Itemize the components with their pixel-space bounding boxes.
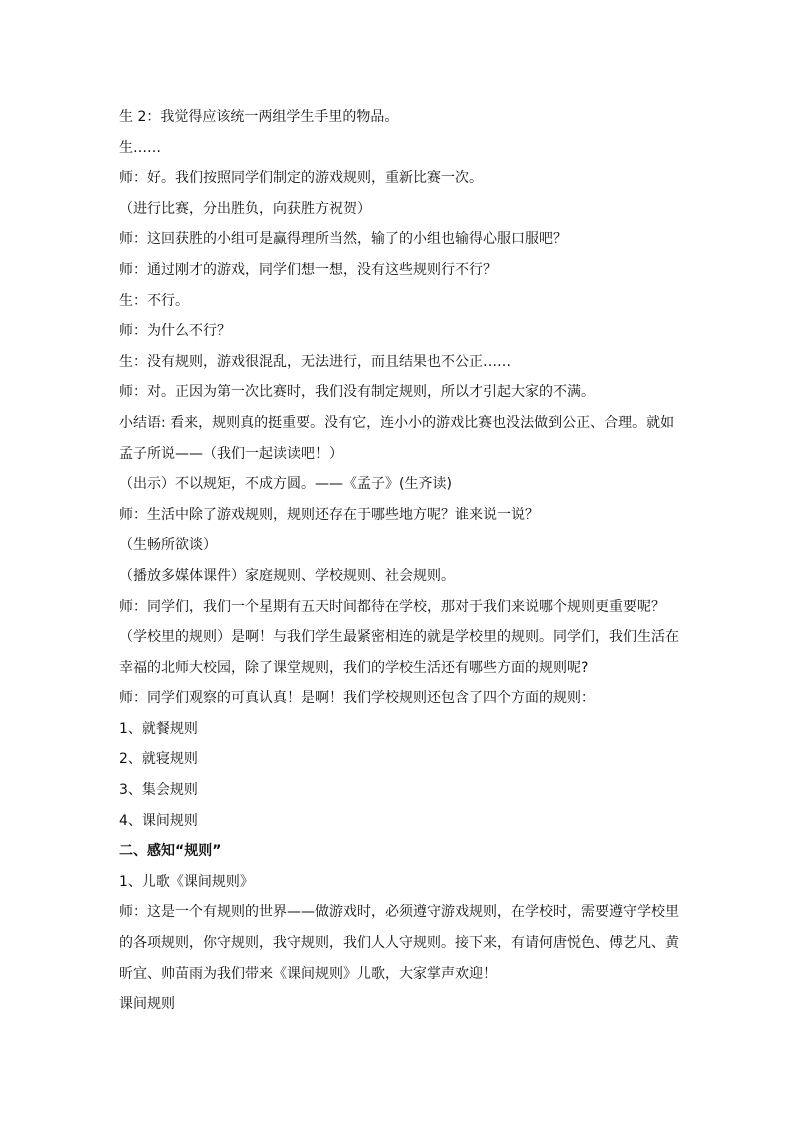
paragraph-line: 师：这回获胜的小组可是赢得理所当然，输了的小组也输得心服口服吧？ xyxy=(119,231,567,248)
paragraph-line: 师：通过刚才的游戏，同学们想一想，没有这些规则行不行？ xyxy=(119,261,497,278)
list-item: 4、课间规则 xyxy=(119,812,198,829)
paragraph-line: 孟子所说——（我们一起读读吧！） xyxy=(119,445,343,462)
song-title: 课间规则 xyxy=(119,996,175,1013)
paragraph-line: 师：同学们观察的可真认真！是啊！我们学校规则还包含了四个方面的规则： xyxy=(119,690,595,707)
paragraph-line: 师：这是一个有规则的世界——做游戏时，必须遵守游戏规则，在学校时，需要遵守学校里 xyxy=(119,904,679,921)
paragraph-line: 师：为什么不行？ xyxy=(119,323,231,340)
paragraph-line: 生…… xyxy=(119,139,161,156)
paragraph-line: 生：没有规则，游戏很混乱，无法进行，而且结果也不公正…… xyxy=(119,353,511,370)
paragraph-line: 生：不行。 xyxy=(119,292,189,309)
subsection-heading: 1、儿歌《课间规则》 xyxy=(119,873,254,890)
paragraph-line: 小结语: 看来，规则真的挺重要。没有它，连小小的游戏比赛也没法做到公正、合理。就如 xyxy=(119,414,675,431)
paragraph-line: 师：对。正因为第一次比赛时，我们没有制定规则，所以才引起大家的不满。 xyxy=(119,384,595,401)
paragraph-line: 生 2：我觉得应该统一两组学生手里的物品。 xyxy=(119,109,399,125)
section-heading: 二、感知“规则” xyxy=(119,843,222,860)
paragraph-line: 幸福的北师大校园，除了课堂规则，我们的学校生活还有哪些方面的规则呢? xyxy=(119,659,589,676)
document-body xyxy=(119,102,679,1020)
paragraph-line: （进行比赛，分出胜负，向获胜方祝贺） xyxy=(119,200,371,217)
paragraph-line: 的各项规则，你守规则，我守规则，我们人人守规则。接下来，有请何唐悦色、傅艺凡、黄 xyxy=(119,935,679,952)
paragraph-line: 师：生活中除了游戏规则，规则还存在于哪些地方呢？谁来说一说？ xyxy=(119,506,539,523)
paragraph-line: （出示）不以规矩，不成方圆。——《孟子》(生齐读) xyxy=(119,476,452,493)
list-item: 1、就餐规则 xyxy=(119,720,198,737)
paragraph-line: （播放多媒体课件）家庭规则、学校规则、社会规则。 xyxy=(119,567,455,584)
paragraph-line: 师：同学们，我们一个星期有五天时间都待在学校，那对于我们来说哪个规则更重要呢？ xyxy=(119,598,665,615)
paragraph-line: （生畅所欲谈） xyxy=(119,537,217,554)
paragraph-line: （学校里的规则）是啊！与我们学生最紧密相连的就是学校里的规则。同学们，我们生活在 xyxy=(119,629,679,646)
list-item: 2、就寝规则 xyxy=(119,751,198,768)
paragraph-line: 昕宜、帅苗雨为我们带来《课间规则》儿歌，大家掌声欢迎！ xyxy=(119,965,497,982)
list-item: 3、集会规则 xyxy=(119,782,198,799)
paragraph-line: 师：好。我们按照同学们制定的游戏规则，重新比赛一次。 xyxy=(119,170,483,187)
